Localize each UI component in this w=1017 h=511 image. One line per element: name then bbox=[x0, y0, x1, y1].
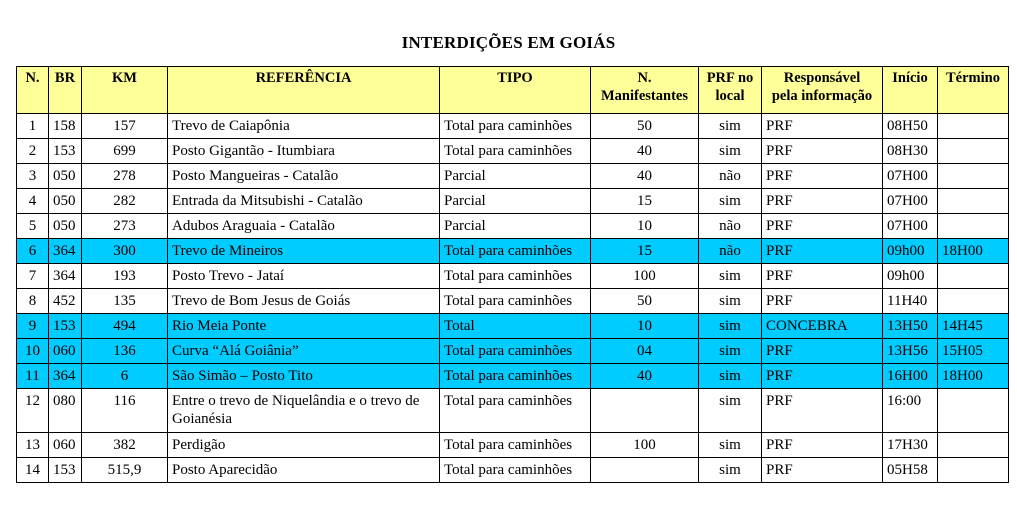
table-row bbox=[17, 314, 1009, 339]
cell-responsavel: PRF bbox=[762, 164, 883, 189]
cell-referencia: Trevo de Caiapônia bbox=[168, 114, 440, 139]
cell-termino bbox=[938, 164, 1009, 189]
header-prf-line1: PRF no bbox=[706, 70, 754, 86]
cell-termino bbox=[938, 214, 1009, 239]
cell-tipo: Total para caminhões bbox=[440, 289, 591, 314]
cell-responsavel: PRF bbox=[762, 214, 883, 239]
cell-n: 11 bbox=[17, 364, 49, 389]
cell-prf: não bbox=[699, 214, 762, 239]
cell-inicio: 13H56 bbox=[883, 339, 938, 364]
cell-termino bbox=[938, 114, 1009, 139]
cell-prf: sim bbox=[699, 389, 762, 433]
cell-responsavel: CONCEBRA bbox=[762, 314, 883, 339]
table-row bbox=[17, 458, 1009, 483]
cell-responsavel: PRF bbox=[762, 389, 883, 433]
header-inicio: Início bbox=[883, 67, 938, 114]
cell-inicio: 05H58 bbox=[883, 458, 938, 483]
table-row bbox=[17, 114, 1009, 139]
cell-n: 6 bbox=[17, 239, 49, 264]
cell-responsavel: PRF bbox=[762, 114, 883, 139]
cell-referencia: Entre o trevo de Niquelândia e o trevo de Goianésia bbox=[168, 389, 440, 433]
cell-km: 135 bbox=[82, 289, 168, 314]
table-row bbox=[17, 139, 1009, 164]
cell-termino bbox=[938, 289, 1009, 314]
cell-n: 5 bbox=[17, 214, 49, 239]
cell-responsavel: PRF bbox=[762, 458, 883, 483]
cell-prf: sim bbox=[699, 114, 762, 139]
header-n: N. bbox=[17, 67, 49, 114]
cell-prf: sim bbox=[699, 314, 762, 339]
cell-inicio: 09h00 bbox=[883, 239, 938, 264]
cell-n: 10 bbox=[17, 339, 49, 364]
header-referencia: REFERÊNCIA bbox=[168, 67, 440, 114]
cell-manifestantes: 40 bbox=[591, 364, 699, 389]
cell-inicio: 11H40 bbox=[883, 289, 938, 314]
cell-prf: sim bbox=[699, 364, 762, 389]
cell-km: 193 bbox=[82, 264, 168, 289]
cell-br: 153 bbox=[49, 139, 82, 164]
table-row bbox=[17, 189, 1009, 214]
cell-n: 7 bbox=[17, 264, 49, 289]
cell-referencia: Trevo de Mineiros bbox=[168, 239, 440, 264]
cell-referencia: Posto Aparecidão bbox=[168, 458, 440, 483]
cell-responsavel: PRF bbox=[762, 364, 883, 389]
cell-termino: 15H05 bbox=[938, 339, 1009, 364]
cell-manifestantes: 100 bbox=[591, 264, 699, 289]
cell-manifestantes: 40 bbox=[591, 164, 699, 189]
cell-n: 12 bbox=[17, 389, 49, 433]
cell-manifestantes: 40 bbox=[591, 139, 699, 164]
cell-km: 699 bbox=[82, 139, 168, 164]
cell-referencia: Trevo de Bom Jesus de Goiás bbox=[168, 289, 440, 314]
cell-manifestantes: 15 bbox=[591, 189, 699, 214]
cell-responsavel: PRF bbox=[762, 433, 883, 458]
header-prf-line2: local bbox=[715, 88, 745, 104]
cell-br: 364 bbox=[49, 264, 82, 289]
cell-termino bbox=[938, 458, 1009, 483]
cell-n: 9 bbox=[17, 314, 49, 339]
cell-br: 364 bbox=[49, 364, 82, 389]
cell-prf: não bbox=[699, 239, 762, 264]
cell-termino: 14H45 bbox=[938, 314, 1009, 339]
cell-br: 060 bbox=[49, 339, 82, 364]
cell-tipo: Total para caminhões bbox=[440, 239, 591, 264]
cell-tipo: Total para caminhões bbox=[440, 458, 591, 483]
cell-manifestantes: 100 bbox=[591, 433, 699, 458]
cell-inicio: 09h00 bbox=[883, 264, 938, 289]
cell-referencia: São Simão – Posto Tito bbox=[168, 364, 440, 389]
header-br: BR bbox=[49, 67, 82, 114]
cell-inicio: 07H00 bbox=[883, 164, 938, 189]
cell-referencia: Curva “Alá Goiânia” bbox=[168, 339, 440, 364]
cell-km: 136 bbox=[82, 339, 168, 364]
cell-br: 050 bbox=[49, 189, 82, 214]
cell-termino bbox=[938, 139, 1009, 164]
cell-km: 515,9 bbox=[82, 458, 168, 483]
header-tipo: TIPO bbox=[440, 67, 591, 114]
page-title: INTERDIÇÕES EM GOIÁS bbox=[401, 33, 616, 52]
cell-prf: sim bbox=[699, 289, 762, 314]
cell-br: 080 bbox=[49, 389, 82, 433]
cell-km: 278 bbox=[82, 164, 168, 189]
cell-br: 153 bbox=[49, 458, 82, 483]
cell-prf: sim bbox=[699, 139, 762, 164]
cell-br: 050 bbox=[49, 164, 82, 189]
cell-inicio: 08H30 bbox=[883, 139, 938, 164]
cell-km: 116 bbox=[82, 389, 168, 433]
cell-prf: não bbox=[699, 164, 762, 189]
cell-inicio: 13H50 bbox=[883, 314, 938, 339]
table-body bbox=[17, 114, 1009, 483]
interdicoes-table bbox=[16, 66, 1009, 483]
cell-referencia: Entrada da Mitsubishi - Catalão bbox=[168, 189, 440, 214]
cell-referencia: Adubos Araguaia - Catalão bbox=[168, 214, 440, 239]
cell-n: 14 bbox=[17, 458, 49, 483]
cell-responsavel: PRF bbox=[762, 189, 883, 214]
cell-referencia: Posto Trevo - Jataí bbox=[168, 264, 440, 289]
cell-br: 060 bbox=[49, 433, 82, 458]
table-row bbox=[17, 289, 1009, 314]
cell-br: 364 bbox=[49, 239, 82, 264]
cell-manifestantes bbox=[591, 458, 699, 483]
cell-inicio: 16:00 bbox=[883, 389, 938, 433]
cell-tipo: Total para caminhões bbox=[440, 139, 591, 164]
cell-manifestantes: 15 bbox=[591, 239, 699, 264]
cell-manifestantes: 50 bbox=[591, 289, 699, 314]
cell-n: 1 bbox=[17, 114, 49, 139]
header-manifestantes-line2: Manifestantes bbox=[601, 88, 688, 104]
cell-n: 4 bbox=[17, 189, 49, 214]
cell-responsavel: PRF bbox=[762, 239, 883, 264]
header-prf bbox=[699, 67, 762, 114]
cell-prf: sim bbox=[699, 189, 762, 214]
cell-termino bbox=[938, 389, 1009, 433]
cell-km: 282 bbox=[82, 189, 168, 214]
cell-tipo: Total para caminhões bbox=[440, 364, 591, 389]
cell-tipo: Total para caminhões bbox=[440, 339, 591, 364]
cell-referencia: Posto Gigantão - Itumbiara bbox=[168, 139, 440, 164]
cell-tipo: Total bbox=[440, 314, 591, 339]
cell-tipo: Total para caminhões bbox=[440, 433, 591, 458]
table-header-row bbox=[17, 67, 1009, 114]
table-row bbox=[17, 264, 1009, 289]
cell-responsavel: PRF bbox=[762, 339, 883, 364]
header-responsavel-line1: Responsável bbox=[783, 70, 861, 86]
cell-referencia: Rio Meia Ponte bbox=[168, 314, 440, 339]
cell-br: 050 bbox=[49, 214, 82, 239]
header-manifestantes bbox=[591, 67, 699, 114]
cell-prf: sim bbox=[699, 433, 762, 458]
cell-n: 13 bbox=[17, 433, 49, 458]
cell-br: 153 bbox=[49, 314, 82, 339]
cell-km: 273 bbox=[82, 214, 168, 239]
cell-termino: 18H00 bbox=[938, 239, 1009, 264]
cell-manifestantes: 10 bbox=[591, 214, 699, 239]
cell-termino: 18H00 bbox=[938, 364, 1009, 389]
cell-manifestantes: 10 bbox=[591, 314, 699, 339]
table-row bbox=[17, 214, 1009, 239]
cell-manifestantes: 50 bbox=[591, 114, 699, 139]
cell-prf: sim bbox=[699, 339, 762, 364]
cell-km: 6 bbox=[82, 364, 168, 389]
header-responsavel-line2: pela informação bbox=[771, 88, 873, 104]
cell-termino bbox=[938, 433, 1009, 458]
cell-responsavel: PRF bbox=[762, 264, 883, 289]
cell-inicio: 17H30 bbox=[883, 433, 938, 458]
cell-tipo: Parcial bbox=[440, 164, 591, 189]
table-row bbox=[17, 239, 1009, 264]
cell-inicio: 08H50 bbox=[883, 114, 938, 139]
cell-km: 494 bbox=[82, 314, 168, 339]
cell-tipo: Parcial bbox=[440, 214, 591, 239]
cell-prf: sim bbox=[699, 458, 762, 483]
cell-n: 3 bbox=[17, 164, 49, 189]
table-row bbox=[17, 433, 1009, 458]
cell-br: 158 bbox=[49, 114, 82, 139]
cell-n: 2 bbox=[17, 139, 49, 164]
table-row bbox=[17, 389, 1009, 433]
cell-tipo: Total para caminhões bbox=[440, 114, 591, 139]
header-termino: Término bbox=[938, 67, 1009, 114]
cell-manifestantes bbox=[591, 389, 699, 433]
table-row bbox=[17, 339, 1009, 364]
cell-referencia: Perdigão bbox=[168, 433, 440, 458]
cell-responsavel: PRF bbox=[762, 289, 883, 314]
header-responsavel bbox=[762, 67, 883, 114]
header-manifestantes-line1: N. bbox=[637, 70, 652, 86]
cell-km: 382 bbox=[82, 433, 168, 458]
table-row bbox=[17, 364, 1009, 389]
cell-km: 300 bbox=[82, 239, 168, 264]
cell-tipo: Total para caminhões bbox=[440, 264, 591, 289]
cell-termino bbox=[938, 189, 1009, 214]
header-km: KM bbox=[82, 67, 168, 114]
cell-inicio: 07H00 bbox=[883, 189, 938, 214]
cell-n: 8 bbox=[17, 289, 49, 314]
cell-inicio: 07H00 bbox=[883, 214, 938, 239]
cell-referencia: Posto Mangueiras - Catalão bbox=[168, 164, 440, 189]
cell-tipo: Parcial bbox=[440, 189, 591, 214]
cell-inicio: 16H00 bbox=[883, 364, 938, 389]
cell-km: 157 bbox=[82, 114, 168, 139]
cell-termino bbox=[938, 264, 1009, 289]
cell-tipo: Total para caminhões bbox=[440, 389, 591, 433]
cell-manifestantes: 04 bbox=[591, 339, 699, 364]
cell-prf: sim bbox=[699, 264, 762, 289]
cell-br: 452 bbox=[49, 289, 82, 314]
cell-responsavel: PRF bbox=[762, 139, 883, 164]
table-row bbox=[17, 164, 1009, 189]
